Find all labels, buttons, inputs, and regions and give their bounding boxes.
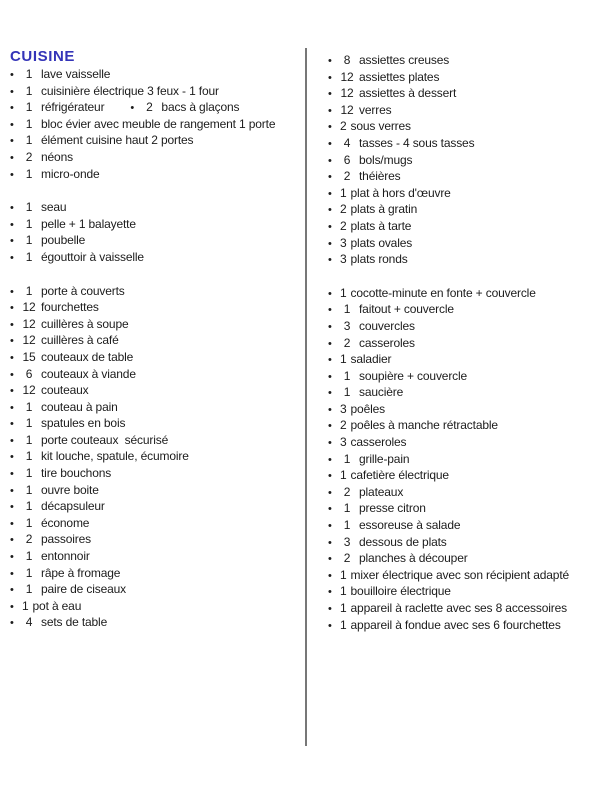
item-label: cuillères à soupe (41, 316, 129, 331)
item-label: kit louche, spatule, écumoire (41, 449, 189, 464)
bullet-icon: • (10, 69, 14, 81)
item-quantity: 12 (340, 69, 354, 84)
item-quantity: 2 (340, 202, 347, 217)
item-label: soupière + couvercle (359, 368, 468, 383)
section-left-1 (10, 66, 304, 182)
item-label: paire de ciseaux (41, 582, 126, 597)
list-item (328, 550, 598, 567)
item-quantity: 1 (25, 482, 33, 497)
bullet-icon: • (10, 567, 14, 580)
item-label: presse citron (359, 501, 426, 516)
list-item (10, 132, 304, 149)
bullet-icon: • (10, 102, 14, 115)
item-label: porte à couverts (41, 283, 125, 298)
item-quantity: 1 (343, 368, 351, 383)
item-quantity: 1 (340, 567, 347, 582)
list-item (10, 166, 304, 183)
list-item (10, 199, 304, 216)
item-quantity: 1 (25, 565, 33, 580)
list-item (10, 83, 304, 100)
list-item (328, 185, 598, 202)
bullet-icon: • (10, 517, 14, 530)
item-label: tasses - 4 sous tasses (359, 135, 475, 150)
item-quantity: 12 (22, 383, 36, 398)
list-item (328, 484, 598, 501)
item-quantity: 1 (343, 518, 351, 533)
list-item (328, 351, 598, 368)
item-label: appareil à raclette avec ses 8 accessoires (350, 601, 568, 615)
list-item (328, 583, 598, 600)
bullet-icon: • (10, 551, 14, 564)
item-label: seau (41, 200, 67, 215)
item-quantity: 12 (22, 300, 36, 315)
bullet-icon: • (328, 520, 332, 533)
item-quantity: 3 (343, 318, 351, 333)
list-item (10, 399, 304, 416)
list-item (10, 283, 304, 300)
item-label: saucière (359, 385, 404, 400)
item-quantity: 1 (343, 385, 351, 400)
list-item (10, 316, 304, 333)
list-item (10, 349, 304, 366)
item-label: mixer électrique avec son récipient adapté (350, 567, 570, 582)
bullet-icon: • (328, 437, 332, 450)
item-label: plats à tarte (350, 218, 412, 233)
item-quantity: 1 (25, 249, 33, 264)
item-quantity: 3 (340, 252, 347, 267)
item-label: assiettes creuses (359, 53, 450, 67)
item-label: couteau à pain (41, 399, 118, 414)
bullet-icon: • (328, 254, 332, 267)
item-label: verres (359, 102, 392, 117)
item-quantity: 1 (25, 233, 33, 248)
item-label: passoires (41, 532, 92, 547)
item-label: poêles à manche rétractable (350, 418, 498, 433)
item-label: plats à gratin (350, 202, 418, 217)
item-quantity: 1 (25, 432, 33, 447)
list-item (10, 415, 304, 432)
list-item (10, 448, 304, 465)
bullet-icon: • (10, 135, 14, 148)
list-item (328, 517, 598, 534)
list-item (328, 52, 598, 69)
bullet-icon: • (328, 137, 332, 150)
bullet-icon: • (328, 354, 332, 367)
item-label: grille-pain (359, 451, 410, 466)
item-quantity: 12 (340, 86, 354, 101)
bullet-icon: • (10, 285, 14, 298)
item-label: réfrigérateur (41, 100, 105, 115)
list-item (328, 401, 598, 418)
item-quantity: 4 (343, 135, 351, 150)
bullet-icon: • (10, 418, 14, 431)
item-quantity: 1 (25, 83, 33, 98)
item-quantity: 2 (25, 149, 33, 164)
item-label: poêles (350, 401, 385, 416)
item-quantity: 1 (340, 468, 347, 483)
list-item (10, 366, 304, 383)
item-label: plateaux (359, 484, 404, 499)
section-left-2 (10, 199, 304, 265)
bullet-icon: • (10, 302, 14, 315)
bullet-icon: • (328, 619, 332, 632)
item-label: bacs à glaçons (161, 100, 240, 115)
bullet-icon: • (328, 237, 332, 250)
left-column (10, 48, 304, 631)
item-label: saladier (350, 352, 392, 367)
column-divider (305, 48, 307, 746)
item-quantity: 1 (25, 449, 33, 464)
bullet-icon: • (10, 151, 14, 164)
bullet-icon: • (328, 420, 332, 433)
list-item (328, 301, 598, 318)
list-item (328, 152, 598, 169)
item-quantity: 1 (25, 283, 33, 298)
item-label: ouvre boite (41, 482, 99, 497)
item-label: élément cuisine haut 2 portes (41, 133, 194, 148)
list-item (328, 368, 598, 385)
item-quantity: 1 (343, 451, 351, 466)
item-quantity: 1 (25, 399, 33, 414)
item-label: casseroles (350, 435, 407, 450)
item-label: couteaux de table (41, 349, 134, 364)
item-quantity: 3 (343, 534, 351, 549)
item-label: cuisinière électrique 3 feux - 1 four (41, 83, 219, 98)
item-label: planches à découper (359, 551, 468, 566)
list-item (328, 85, 598, 102)
item-label: casseroles (359, 335, 415, 350)
bullet-icon: • (10, 85, 14, 98)
item-quantity: 2 (343, 484, 351, 499)
item-label: râpe à fromage (41, 565, 121, 580)
item-quantity: 12 (22, 316, 36, 331)
bullet-icon: • (10, 617, 14, 630)
list-item (328, 251, 598, 268)
bullet-icon: • (328, 403, 332, 416)
bullet-icon: • (10, 534, 14, 547)
item-quantity: 1 (343, 501, 351, 516)
item-quantity: 1 (22, 598, 29, 613)
section-right-1 (328, 52, 598, 268)
item-quantity: 12 (22, 333, 36, 348)
item-quantity: 1 (340, 617, 347, 632)
bullet-icon: • (10, 335, 14, 348)
item-quantity: 3 (340, 235, 347, 250)
list-item (10, 598, 304, 615)
item-quantity: 2 (343, 169, 351, 184)
item-quantity: 1 (25, 515, 33, 530)
list-item (10, 116, 304, 133)
bullet-icon: • (10, 368, 14, 381)
item-label: assiettes plates (359, 69, 440, 84)
bullet-icon: • (328, 220, 332, 233)
list-item (10, 232, 304, 249)
bullet-icon: • (328, 536, 332, 549)
list-item (328, 235, 598, 252)
item-label: décapsuleur (41, 499, 105, 514)
bullet-icon: • (328, 121, 332, 134)
item-quantity: 1 (25, 466, 33, 481)
bullet-icon: • (10, 468, 14, 481)
bullet-icon: • (328, 470, 332, 483)
item-quantity: 2 (340, 418, 347, 433)
item-quantity: 2 (340, 218, 347, 233)
list-item (328, 218, 598, 235)
item-quantity: 6 (343, 152, 351, 167)
item-label: économe (41, 515, 90, 530)
item-label: bloc évier avec meuble de rangement 1 porte (41, 116, 276, 131)
item-label: sous verres (350, 119, 411, 134)
bullet-icon: • (130, 102, 135, 115)
item-label: porte couteaux sécurisé (41, 432, 169, 447)
item-quantity: 2 (343, 335, 351, 350)
item-quantity: 1 (25, 416, 33, 431)
bullet-icon: • (328, 586, 332, 599)
bullet-icon: • (328, 88, 332, 101)
item-label: égouttoir à vaisselle (41, 249, 144, 264)
item-label: bouilloire électrique (350, 584, 451, 599)
item-label: plat à hors d'œuvre (350, 185, 451, 200)
item-label: micro-onde (41, 166, 100, 181)
list-item (10, 149, 304, 166)
item-quantity: 6 (25, 366, 33, 381)
bullet-icon: • (10, 202, 14, 215)
list-item (10, 498, 304, 515)
bullet-icon: • (328, 171, 332, 184)
item-label: couteaux (41, 383, 89, 398)
item-label: spatules en bois (41, 416, 126, 431)
item-quantity: 15 (22, 349, 36, 364)
item-quantity: 3 (340, 435, 347, 450)
item-label: pelle + 1 balayette (41, 216, 136, 231)
item-quantity: 1 (25, 67, 33, 81)
list-item (328, 335, 598, 352)
item-quantity: 8 (343, 53, 351, 67)
item-quantity: 1 (340, 352, 347, 367)
item-label: couteaux à viande (41, 366, 136, 381)
left-sections (10, 66, 304, 631)
list-item (10, 482, 304, 499)
item-label: cuillères à café (41, 333, 119, 348)
bullet-icon: • (328, 287, 332, 300)
bullet-icon: • (328, 387, 332, 400)
list-item (328, 102, 598, 119)
bullet-icon: • (10, 251, 14, 264)
item-quantity: 2 (146, 100, 153, 115)
list-item (10, 99, 304, 116)
item-label: poubelle (41, 233, 86, 248)
item-quantity: 1 (340, 584, 347, 599)
bullet-icon: • (328, 104, 332, 117)
item-quantity: 1 (25, 100, 33, 115)
item-label: lave vaisselle (41, 67, 111, 81)
bullet-icon: • (10, 218, 14, 231)
list-item (328, 500, 598, 517)
item-label: fourchettes (41, 300, 99, 315)
bullet-icon: • (10, 318, 14, 331)
bullet-icon: • (10, 385, 14, 398)
list-item (10, 432, 304, 449)
bullet-icon: • (10, 351, 14, 364)
list-item (10, 249, 304, 266)
bullet-icon: • (10, 451, 14, 464)
item-label: faitout + couvercle (359, 302, 454, 317)
bullet-icon: • (328, 187, 332, 200)
item-quantity: 1 (25, 133, 33, 148)
item-label: plats ovales (350, 235, 413, 250)
bullet-icon: • (328, 71, 332, 84)
list-item (328, 135, 598, 152)
item-quantity: 1 (340, 601, 347, 615)
item-label: couvercles (359, 318, 415, 333)
item-quantity: 1 (25, 499, 33, 514)
bullet-icon: • (328, 154, 332, 167)
list-item (10, 465, 304, 482)
item-quantity: 1 (343, 302, 351, 317)
list-item (328, 451, 598, 468)
bullet-icon: • (328, 603, 332, 615)
bullet-icon: • (328, 304, 332, 317)
page-title: CUISINE (10, 48, 76, 65)
item-label: essoreuse à salade (359, 518, 461, 533)
list-item (328, 534, 598, 551)
bullet-icon: • (328, 204, 332, 217)
section-right-2 (328, 285, 598, 633)
item-label: assiettes à dessert (359, 86, 457, 101)
bullet-icon: • (10, 118, 14, 131)
bullet-icon: • (10, 235, 14, 248)
item-quantity: 3 (340, 401, 347, 416)
item-quantity: 4 (25, 615, 33, 630)
item-label: entonnoir (41, 549, 90, 564)
bullet-icon: • (328, 55, 332, 67)
list-item (328, 617, 598, 634)
item-label: tire bouchons (41, 466, 112, 481)
list-item (10, 66, 304, 83)
list-item (328, 417, 598, 434)
item-quantity: 1 (25, 116, 33, 131)
list-item (10, 332, 304, 349)
list-item (10, 515, 304, 532)
item-label: cafetière électrique (350, 468, 449, 483)
item-label: pot à eau (32, 598, 82, 613)
list-item (10, 565, 304, 582)
bullet-icon: • (10, 168, 14, 181)
item-quantity: 1 (25, 166, 33, 181)
item-label: bols/mugs (359, 152, 413, 167)
bullet-icon: • (328, 503, 332, 516)
list-item (328, 434, 598, 451)
list-item (10, 548, 304, 565)
item-quantity: 1 (25, 200, 33, 215)
item-quantity: 1 (25, 549, 33, 564)
list-item (328, 285, 598, 302)
list-item (328, 384, 598, 401)
bullet-icon: • (10, 484, 14, 497)
bullet-icon: • (10, 501, 14, 514)
list-item (328, 467, 598, 484)
item-quantity: 1 (25, 216, 33, 231)
item-quantity: 12 (340, 102, 354, 117)
list-item (10, 614, 304, 631)
list-item (10, 216, 304, 233)
item-label: cocotte-minute en fonte + couvercle (350, 285, 536, 300)
bullet-icon: • (328, 486, 332, 499)
list-item (328, 567, 598, 584)
right-sections (328, 52, 598, 633)
list-item (328, 118, 598, 135)
bullet-icon: • (328, 320, 332, 333)
right-column (328, 52, 598, 633)
bullet-icon: • (328, 337, 332, 350)
item-label: néons (41, 149, 73, 164)
item-quantity: 2 (25, 532, 33, 547)
item-label: théières (359, 169, 401, 184)
list-item (328, 69, 598, 86)
bullet-icon: • (328, 370, 332, 383)
item-quantity: 2 (340, 119, 347, 134)
bullet-icon: • (10, 584, 14, 597)
list-item (10, 581, 304, 598)
bullet-icon: • (10, 401, 14, 414)
bullet-icon: • (10, 434, 14, 447)
item-label: sets de table (41, 615, 108, 630)
list-item (328, 168, 598, 185)
bullet-icon: • (328, 569, 332, 582)
list-item (10, 382, 304, 399)
item-label: appareil à fondue avec ses 6 fourchettes (350, 617, 561, 632)
item-label: dessous de plats (359, 534, 447, 549)
item-quantity: 1 (340, 285, 347, 300)
section-left-3 (10, 283, 304, 631)
item-label: plats ronds (350, 252, 408, 267)
bullet-icon: • (328, 453, 332, 466)
list-item (328, 600, 598, 617)
list-item (10, 531, 304, 548)
list-item (10, 299, 304, 316)
item-quantity: 2 (343, 551, 351, 566)
item-quantity: 1 (25, 582, 33, 597)
item-quantity: 1 (340, 185, 347, 200)
bullet-icon: • (10, 600, 14, 613)
bullet-icon: • (328, 553, 332, 566)
list-item (328, 201, 598, 218)
list-item (328, 318, 598, 335)
